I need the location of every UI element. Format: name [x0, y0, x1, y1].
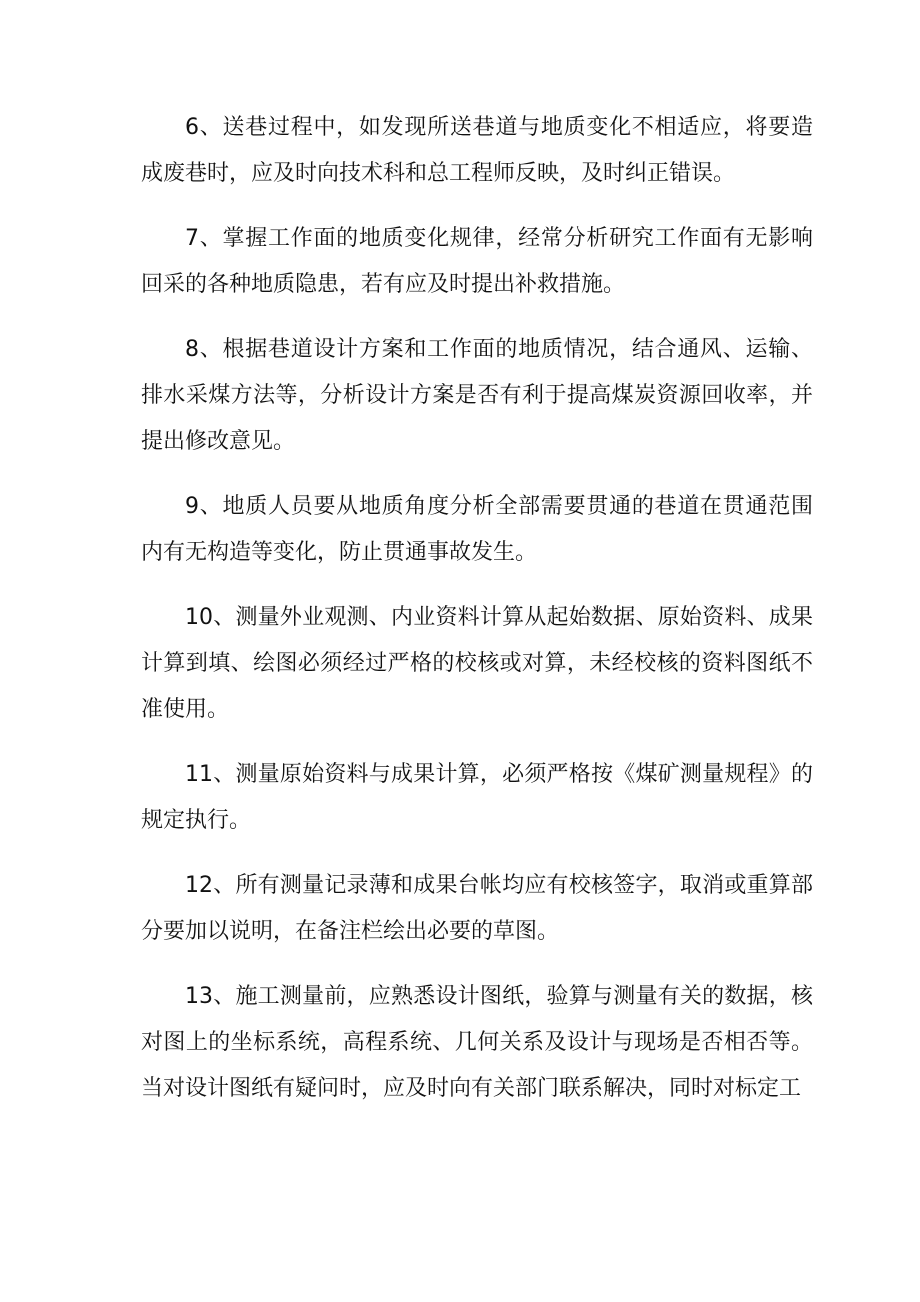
paragraph-item-7: 7、掌握工作面的地质变化规律，经常分析研究工作面有无影响回采的各种地质隐患，若有应及时提出补救措施。 [141, 226, 813, 297]
paragraph-item-11: 11、测量原始资料与成果计算，必须严格按《煤矿测量规程》的规定执行。 [141, 762, 813, 833]
document-body [141, 105, 813, 1112]
paragraph-item-12: 12、所有测量记录薄和成果台帐均应有校核签字，取消或重算部分要加以说明，在备注栏绘出必要的草图。 [141, 873, 813, 944]
paragraph-item-10: 10、测量外业观测、内业资料计算从起始数据、原始资料、成果计算到填、绘图必须经过严格的校核或对算，未经校核的资料图纸不准使用。 [141, 605, 813, 722]
paragraph-item-8: 8、根据巷道设计方案和工作面的地质情况，结合通风、运输、排水采煤方法等，分析设计方案是否有利于提高煤炭资源回收率，并提出修改意见。 [141, 337, 813, 454]
paragraph-item-6: 6、送巷过程中，如发现所送巷道与地质变化不相适应，将要造成废巷时，应及时向技术科和总工程师反映，及时纠正错误。 [141, 115, 813, 186]
paragraph-item-13: 13、施工测量前，应熟悉设计图纸，验算与测量有关的数据，核对图上的坐标系统，高程系统、几何关系及设计与现场是否相否等。当对设计图纸有疑问时，应及时向有关部门联系解决，同时对标定工 [141, 984, 813, 1101]
paragraph-item-9: 9、地质人员要从地质角度分析全部需要贯通的巷道在贯通范围内有无构造等变化，防止贯通事故发生。 [141, 494, 813, 565]
